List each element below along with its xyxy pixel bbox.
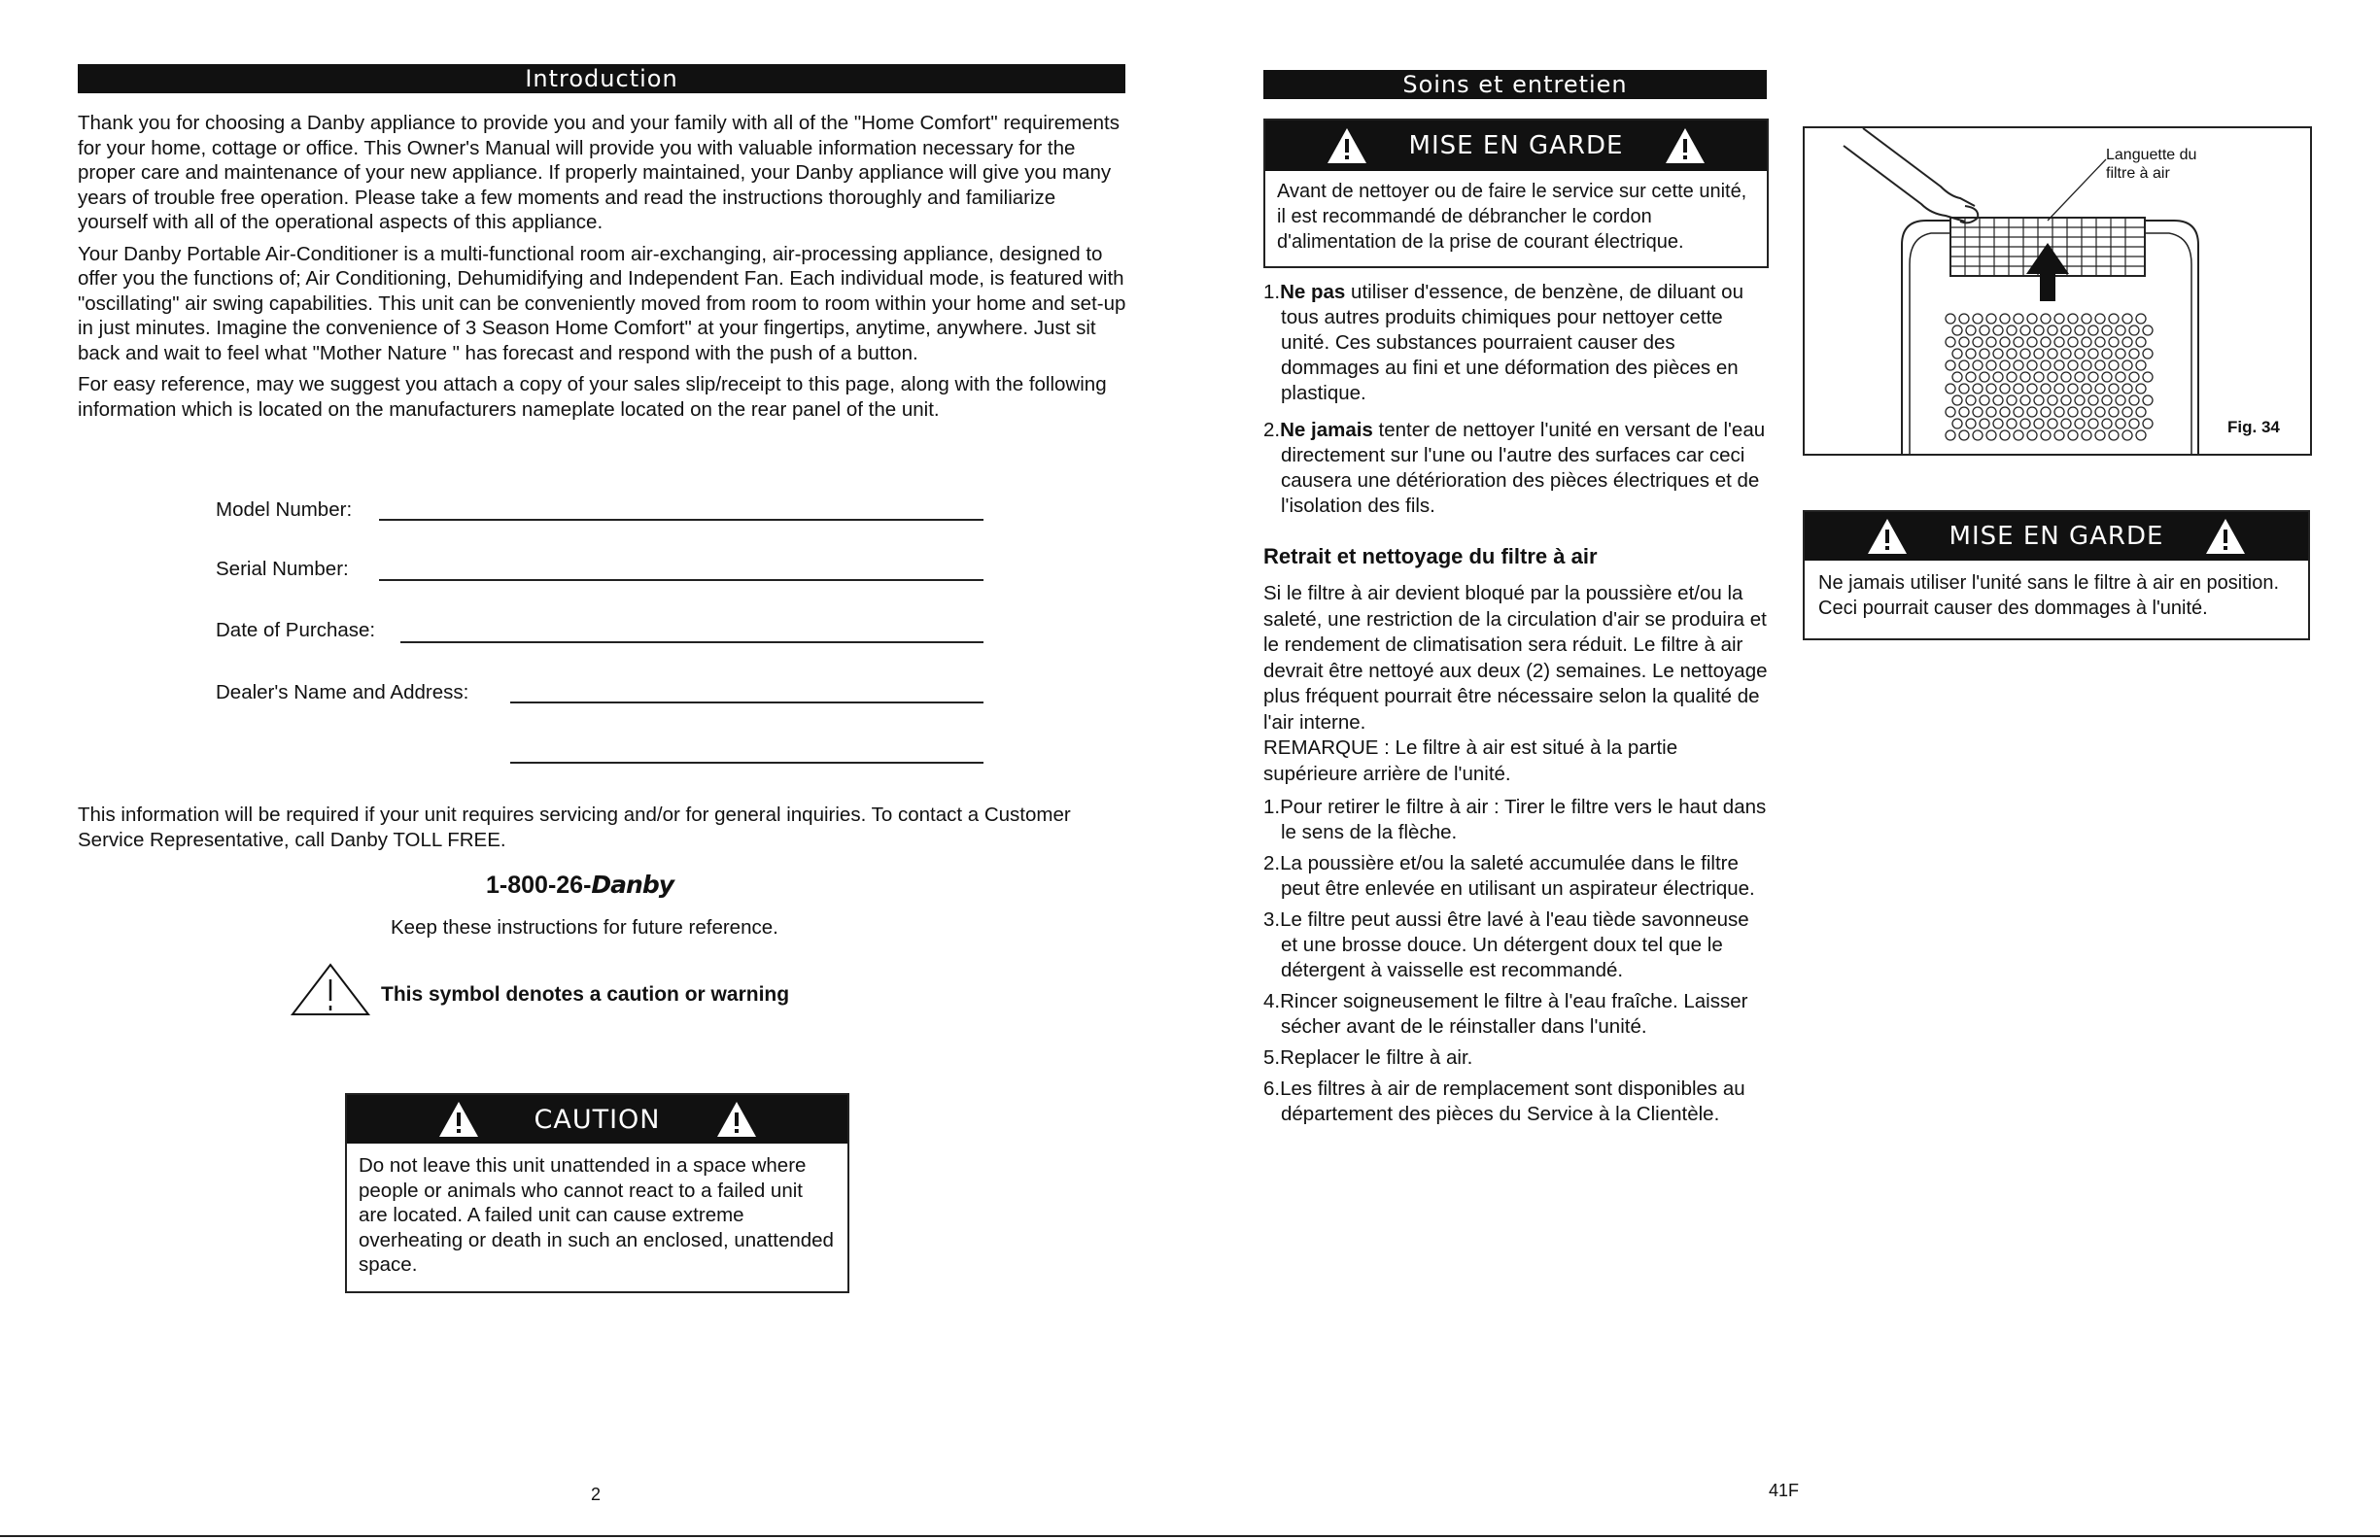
- air-conditioner-filter-illustration: [1805, 128, 2310, 454]
- warning-triangle-icon: [715, 1100, 758, 1139]
- dealer-name-line-2[interactable]: [510, 762, 983, 764]
- introduction-title: Introduction: [525, 65, 678, 92]
- introduction-title-bar: [78, 64, 1125, 93]
- warning-box-2-text: Ne jamais utiliser l'unité sans le filtre à air en position. Ceci pourrait causer des dommages à l'unité.: [1818, 572, 2280, 619]
- intro-paragraph-1: Thank you for choosing a Danby appliance to provide you and your family with all of the "Home Comfort" requirements for your home, cottage or office. This Owner's Manual will provide you with valuable information necessary for the proper care and maintenance of your new appliance. If properly maintained, your Danby appliance will give you many years of trouble free operation. Please take a few moments and read the instructions thoroughly and familiarize yourself with all of the operational aspects of this appliance.: [78, 112, 1120, 233]
- warning-triangle-icon: [1866, 517, 1909, 556]
- caution-text: Do not leave this unit unattended in a space where people or animals who cannot react to a failed unit are located. A failed unit can cause extreme overheating or death in such an enclosed, unattended space.: [359, 1154, 834, 1276]
- date-of-purchase-line[interactable]: [400, 641, 983, 643]
- phone-number: [486, 871, 673, 900]
- warning-triangle-icon: [2204, 517, 2247, 556]
- filter-steps-list: [1263, 795, 1769, 1127]
- warning-triangle-icon: [1326, 126, 1368, 165]
- phone-prefix: 1-800-26-: [486, 872, 592, 899]
- serial-number-line[interactable]: [379, 579, 983, 581]
- warning-box-2: [1803, 510, 2310, 640]
- keep-instructions-note: Keep these instructions for future reference.: [391, 916, 778, 939]
- intro-paragraph-2: Your Danby Portable Air-Conditioner is a multi-functional room air-exchanging, air-processing appliance, designed to offer you the functions of; Air Conditioning, Dehumidifying and Independent Fan. Each individual mode, is featured with "oscillating" air swing capabilities. This unit can be conveniently moved from room to room within your home and set-up in just minutes. Imagine the convenience of 3 Season Home Comfort" at your fingertips, anytime, anywhere. Just sit back and wait to feel what "Mother Nature " has forecast and respond with the push of a button.: [78, 242, 1126, 364]
- soins-title: Soins et entretien: [1402, 71, 1628, 98]
- warning-triangle-icon: [1664, 126, 1707, 165]
- page-number-left: 2: [591, 1485, 602, 1504]
- care-item-1: 1.Ne pas utiliser d'essence, de benzène, de diluant ou tous autres produits chimiques pour nettoyer cette unité. Ces substances pourraient causer des dommages au fini et une déformation des pièces en plastique.: [1263, 281, 1743, 404]
- filter-paragraph: Si le filtre à air devient bloqué par la poussière et/ou la saleté, une restriction de la circulation d'air se produira et le rendement de climatisation sera réduit. Le filtre à air devrait être nettoyé aux deux (2) semaines. Le nettoyage plus fréquent pourrait être nécessaire selon la qualité de l'air interne.: [1263, 582, 1768, 734]
- filter-remarque: REMARQUE : Le filtre à air est situé à la partie supérieure arrière de l'unité.: [1263, 736, 1678, 785]
- caution-header: [347, 1095, 847, 1144]
- filter-step: 3.Le filtre peut aussi être lavé à l'eau tiède savonneuse et une brosse douce. Un détergent doux tel que le détergent à vaisselle est recommandé.: [1263, 908, 1749, 981]
- figure-number: Fig. 34: [2227, 418, 2280, 436]
- warning-box-1: [1263, 119, 1769, 268]
- care-item-2: 2.Ne jamais tenter de nettoyer l'unité en versant de l'eau directement sur l'une ou l'autre des surfaces car ceci causera une détérioration des pièces électriques et de l'isolation des fils.: [1263, 419, 1766, 517]
- warning-box-1-header: [1265, 120, 1767, 171]
- filter-step: 2.La poussière et/ou la saleté accumulée dans le filtre peut être enlevée en utilisant un aspirateur électrique.: [1263, 852, 1755, 900]
- figure-34: [1803, 126, 2312, 456]
- page-number-right: 41F: [1769, 1481, 1800, 1500]
- warning-triangle-icon: [290, 962, 371, 1016]
- filter-step: 5.Replacer le filtre à air.: [1263, 1046, 1473, 1069]
- page-bottom-edge: [0, 1535, 2380, 1537]
- caution-box: [345, 1093, 849, 1293]
- warning-triangle-icon: [437, 1100, 480, 1139]
- filter-step: 4.Rincer soigneusement le filtre à l'eau fraîche. Laisser sécher avant de le réinstaller dans l'unité.: [1263, 990, 1748, 1038]
- care-list-1: [1263, 280, 1767, 525]
- grille-holes: [1946, 314, 2153, 440]
- caution-title: CAUTION: [534, 1104, 661, 1135]
- model-number-line[interactable]: [379, 519, 983, 521]
- symbol-note: [290, 962, 789, 1016]
- introduction-body: [78, 111, 1129, 422]
- model-number-label: Model Number:: [216, 498, 353, 521]
- intro-paragraph-4: This information will be required if your unit requires servicing and/or for general inquiries. To contact a Customer Service Representative, call Danby TOLL FREE.: [78, 804, 1071, 851]
- filter-section-heading: Retrait et nettoyage du filtre à air: [1263, 544, 1598, 568]
- dealer-name-label: Dealer's Name and Address:: [216, 681, 469, 703]
- symbol-note-text: This symbol denotes a caution or warning: [381, 983, 790, 1006]
- warning-box-1-text: Avant de nettoyer ou de faire le service sur cette unité, il est recommandé de débrancher le cordon d'alimentation de la prise de courant électrique.: [1277, 181, 1747, 253]
- warning-box-2-header: [1805, 512, 2308, 561]
- filter-tab-label: Languette du filtre à air: [2106, 147, 2197, 182]
- filter-section-body: [1263, 581, 1769, 1133]
- dealer-name-line-1[interactable]: [510, 702, 983, 703]
- serial-number-label: Serial Number:: [216, 558, 349, 580]
- soins-title-bar: [1263, 70, 1767, 99]
- filter-step: 1.Pour retirer le filtre à air : Tirer le filtre vers le haut dans le sens de la flèche.: [1263, 796, 1767, 843]
- warning-box-2-title: MISE EN GARDE: [1949, 522, 2164, 551]
- warning-box-1-title: MISE EN GARDE: [1408, 131, 1624, 160]
- danby-logo: Danby: [591, 871, 674, 899]
- date-of-purchase-label: Date of Purchase:: [216, 619, 376, 641]
- intro-paragraph-3: For easy reference, may we suggest you attach a copy of your sales slip/receipt to this page, along with the following information which is located on the manufacturers nameplate located on the rear panel of the unit.: [78, 373, 1107, 421]
- filter-step: 6.Les filtres à air de remplacement sont disponibles au département des pièces du Service à la Clientèle.: [1263, 1078, 1745, 1125]
